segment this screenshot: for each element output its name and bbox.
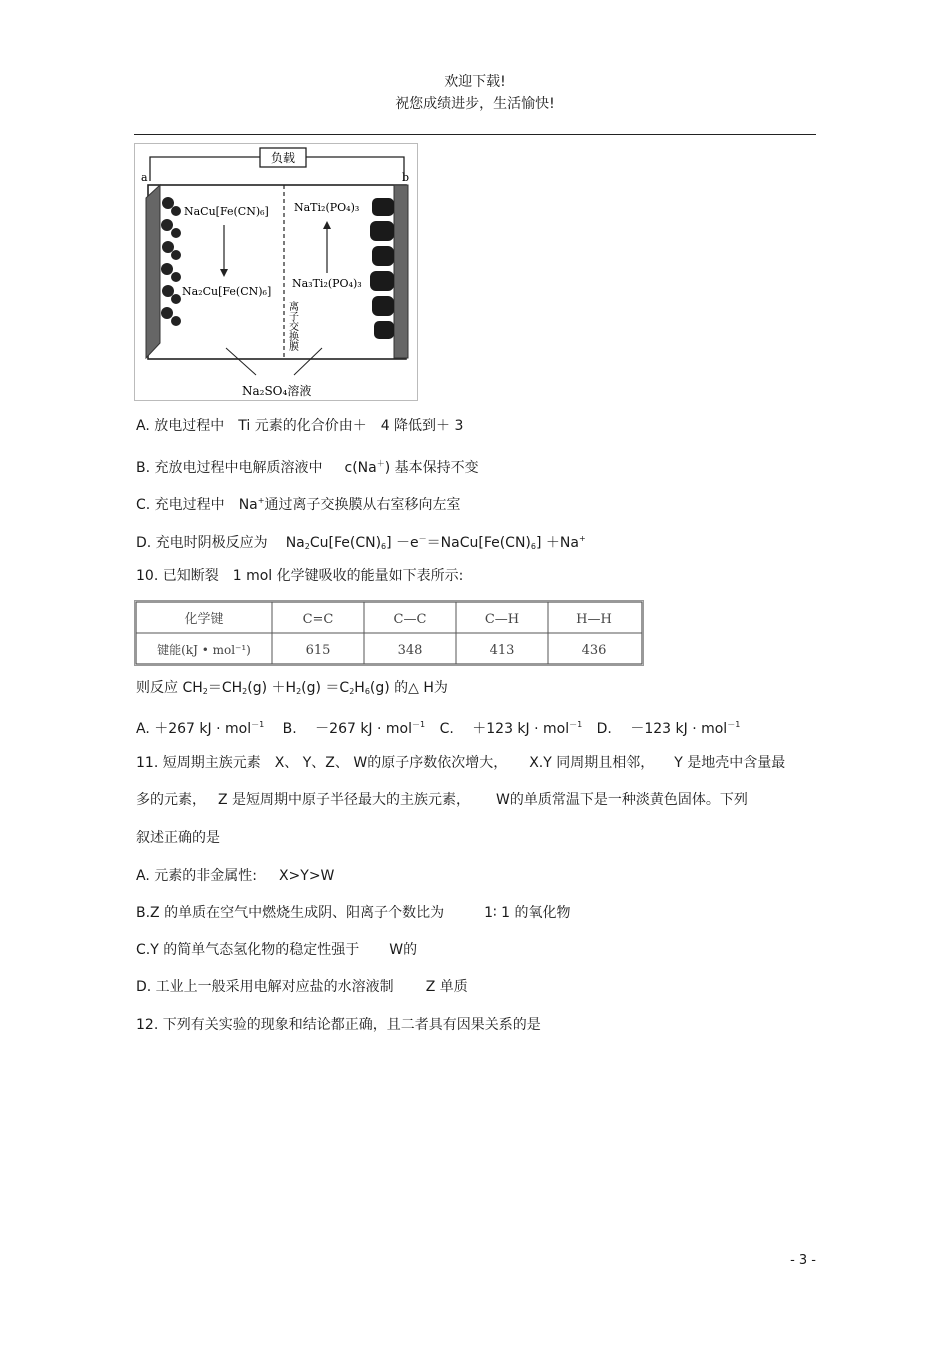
left-bottom-compound: Na₂Cu[Fe(CN)₆] <box>182 285 272 298</box>
table-header-bond: 化学键 <box>184 612 224 627</box>
right-top-compound: NaTi₂(PO₄)₃ <box>294 201 360 214</box>
q9-option-c: C. 充电过程中 Na+通过离子交换膜从右室移向左室 <box>136 496 461 513</box>
q11-stem-line-2: 多的元素， Z 是短周期中原子半径最大的主族元素， W的单质常温下是一种淡黄色固体。下列 <box>136 792 748 808</box>
electrode-a-label: a <box>141 171 148 184</box>
q9-option-d: D. 充电时阴极反应为 $Na_2Cu[Fe(CN)_6]$ $-e^-=NaCu[Fe(CN)_6] +Na^+$ <box>136 534 586 551</box>
q10-options: A. ＋267 kJ · mol$^{-1}$ B. －267 kJ · mol$^{-1}$ C. ＋123 kJ · mol$^{-1}$ D. －123 kJ · mol$^{-1}$ <box>136 720 741 737</box>
table-cell-413: 413 <box>489 643 515 658</box>
table-cell-615: 615 <box>305 643 331 658</box>
q11-option-a: A. 元素的非金属性: X>Y>W <box>136 868 335 884</box>
bond-energy-table <box>134 600 644 666</box>
q9-option-b: B. 充放电过程中电解质溶液中 c(Na＋) 基本保持不变 <box>136 459 479 476</box>
load-label: 负载 <box>270 151 296 165</box>
header-line-2: 祝您成绩进步，生活愉快! <box>395 96 555 112</box>
q11-stem-line-1: 11. 短周期主族元素 X、 Y、Z、 W的原子序数依次增大， X.Y 同周期且相邻， Y 是地壳中含量最 <box>136 755 786 771</box>
header-line-1: 欢迎下载! <box>444 74 506 90</box>
q11-option-c: C.Y 的简单气态氢化物的稳定性强于 W的 <box>136 942 418 958</box>
table-header-cc-single: C—C <box>393 612 427 627</box>
q10-stem: 10. 已知断裂 1 mol 化学键吸收的能量如下表所示: <box>136 568 464 584</box>
q11-stem-line-3: 叙述正确的是 <box>136 830 220 846</box>
table-cell-348: 348 <box>397 643 423 658</box>
membrane-label: 离子交换膜 <box>286 301 298 351</box>
solution-label: Na₂SO₄溶液 <box>242 384 312 398</box>
electrode-b-label: b <box>402 171 410 184</box>
q11-option-b: B.Z 的单质在空气中燃烧生成阴、阳离子个数比为 1∶ 1 的氧化物 <box>136 905 571 921</box>
header-divider <box>134 134 816 135</box>
right-bottom-compound: Na₃Ti₂(PO₄)₃ <box>292 277 362 290</box>
left-top-compound: NaCu[Fe(CN)₆] <box>184 205 269 218</box>
q11-option-d: D. 工业上一般采用电解对应盐的水溶液制 Z 单质 <box>136 979 468 995</box>
q9-option-a: A. 放电过程中 Ti 元素的化合价由＋ 4 降低到＋ 3 <box>136 418 464 434</box>
table-header-ch: C—H <box>484 612 520 627</box>
page-number: - 3 - <box>790 1253 816 1268</box>
table-header-hh: H—H <box>576 612 612 627</box>
table-row-label: 键能(kJ • mol⁻¹) <box>157 643 251 657</box>
left-electrode <box>146 185 160 358</box>
battery-figure <box>134 143 418 401</box>
table-header-cc-double: C=C <box>302 612 334 627</box>
right-electrode <box>394 185 408 358</box>
table-cell-436: 436 <box>581 643 607 658</box>
q10-reaction: 则反应 $CH_2=CH_2(g) +H_2(g) =C_2H_6(g)$ 的△ H为 <box>136 680 448 696</box>
q12-stem: 12. 下列有关实验的现象和结论都正确，且二者具有因果关系的是 <box>136 1017 541 1033</box>
